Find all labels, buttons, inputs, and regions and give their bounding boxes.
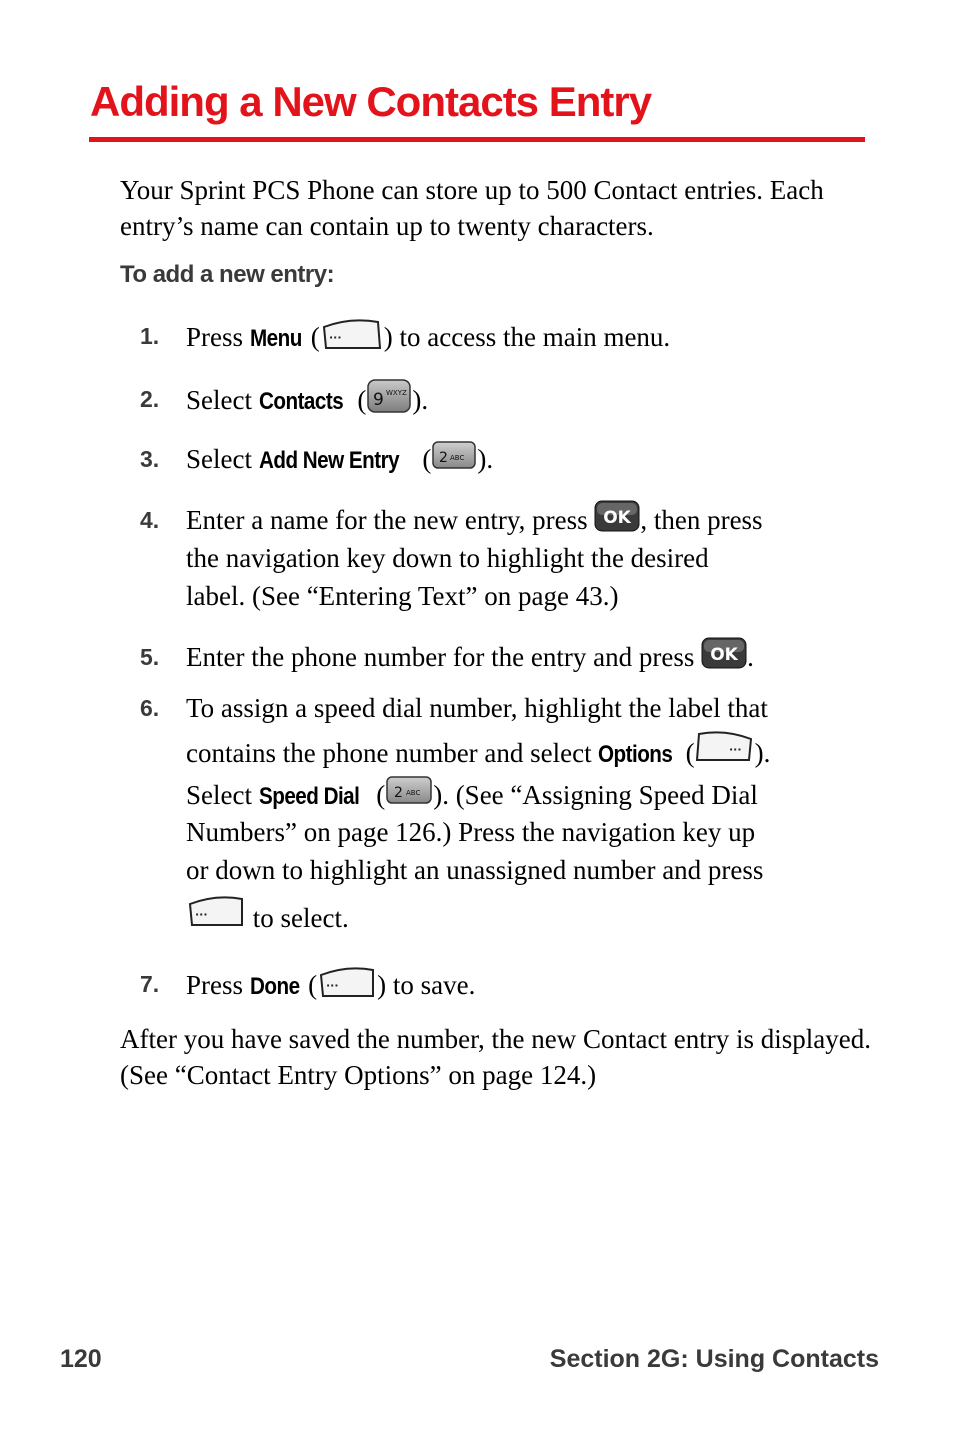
ok-key-icon — [594, 500, 640, 542]
right-softkey-icon — [695, 727, 755, 780]
step-number: 4. — [140, 507, 160, 533]
step-number: 2. — [140, 386, 160, 412]
svg-text:OK: OK — [710, 644, 738, 665]
step-text: Press Menu ( ··· ) to access the main menu. — [186, 317, 876, 355]
svg-text:WXYZ: WXYZ — [386, 389, 408, 397]
step-text: Select Add New Entry ( 2 ABC ). — [186, 440, 876, 478]
svg-text:···: ··· — [195, 907, 208, 921]
step-text: contains the phone number and select Options ( ··· ). — [186, 727, 876, 773]
title-rule — [89, 137, 865, 142]
svg-text:···: ··· — [328, 331, 342, 344]
contacts-keyword: Contacts — [258, 388, 343, 416]
step-text: ··· to select. — [186, 889, 876, 939]
speed-dial-keyword: Speed Dial — [258, 783, 360, 810]
steps-heading: To add a new entry: — [120, 261, 335, 288]
step-number: 5. — [140, 644, 160, 670]
step-text: Select Speed Dial ( 2 ABC ). (See “Assigning Speed Dial — [186, 773, 876, 813]
menu-keyword: Menu — [249, 325, 302, 353]
key-9-icon — [366, 378, 412, 424]
closing-paragraph: After you have saved the number, the new Contact entry is displayed. (See “Contact Entry Options” on page 124.) — [120, 1024, 871, 1090]
step-number: 7. — [140, 971, 160, 997]
page-title: Adding a New Contacts Entry — [90, 78, 652, 125]
key-2-icon — [431, 440, 477, 480]
svg-text:2: 2 — [394, 784, 404, 801]
left-softkey-icon — [317, 963, 377, 1009]
step-text: Select Contacts ( 9 WXYZ ). — [186, 380, 876, 418]
add-new-entry-keyword: Add New Entry — [258, 447, 399, 474]
svg-text:···: ··· — [728, 743, 742, 757]
page-number: 120 — [60, 1345, 102, 1373]
step-number: 1. — [140, 323, 160, 349]
step-number: 3. — [140, 446, 160, 472]
done-keyword: Done — [249, 973, 300, 1001]
svg-text:9: 9 — [373, 390, 385, 410]
svg-text:···: ··· — [326, 979, 339, 992]
intro-paragraph: Your Sprint PCS Phone can store up to 500 Contact entries. Each entry’s name can contain up to twenty characters. — [120, 175, 824, 241]
key-2-icon — [385, 774, 433, 818]
svg-text:OK: OK — [603, 507, 632, 528]
left-softkey-icon — [320, 315, 384, 361]
step-text: Enter the phone number for the entry and press OK . — [186, 638, 876, 676]
options-keyword: Options — [598, 741, 673, 768]
section-label: Section 2G: Using Contacts — [549, 1345, 879, 1373]
svg-text:2: 2 — [439, 449, 449, 466]
ok-key-icon — [701, 637, 747, 679]
step-text: Enter a name for the new entry, press OK , then press — [186, 501, 876, 539]
step-number: 6. — [140, 695, 160, 721]
step-text: Press Done ( ··· ) to save. — [186, 965, 876, 1003]
left-softkey-icon — [186, 890, 246, 948]
svg-text:ABC: ABC — [406, 788, 421, 797]
svg-text:ABC: ABC — [450, 453, 465, 462]
